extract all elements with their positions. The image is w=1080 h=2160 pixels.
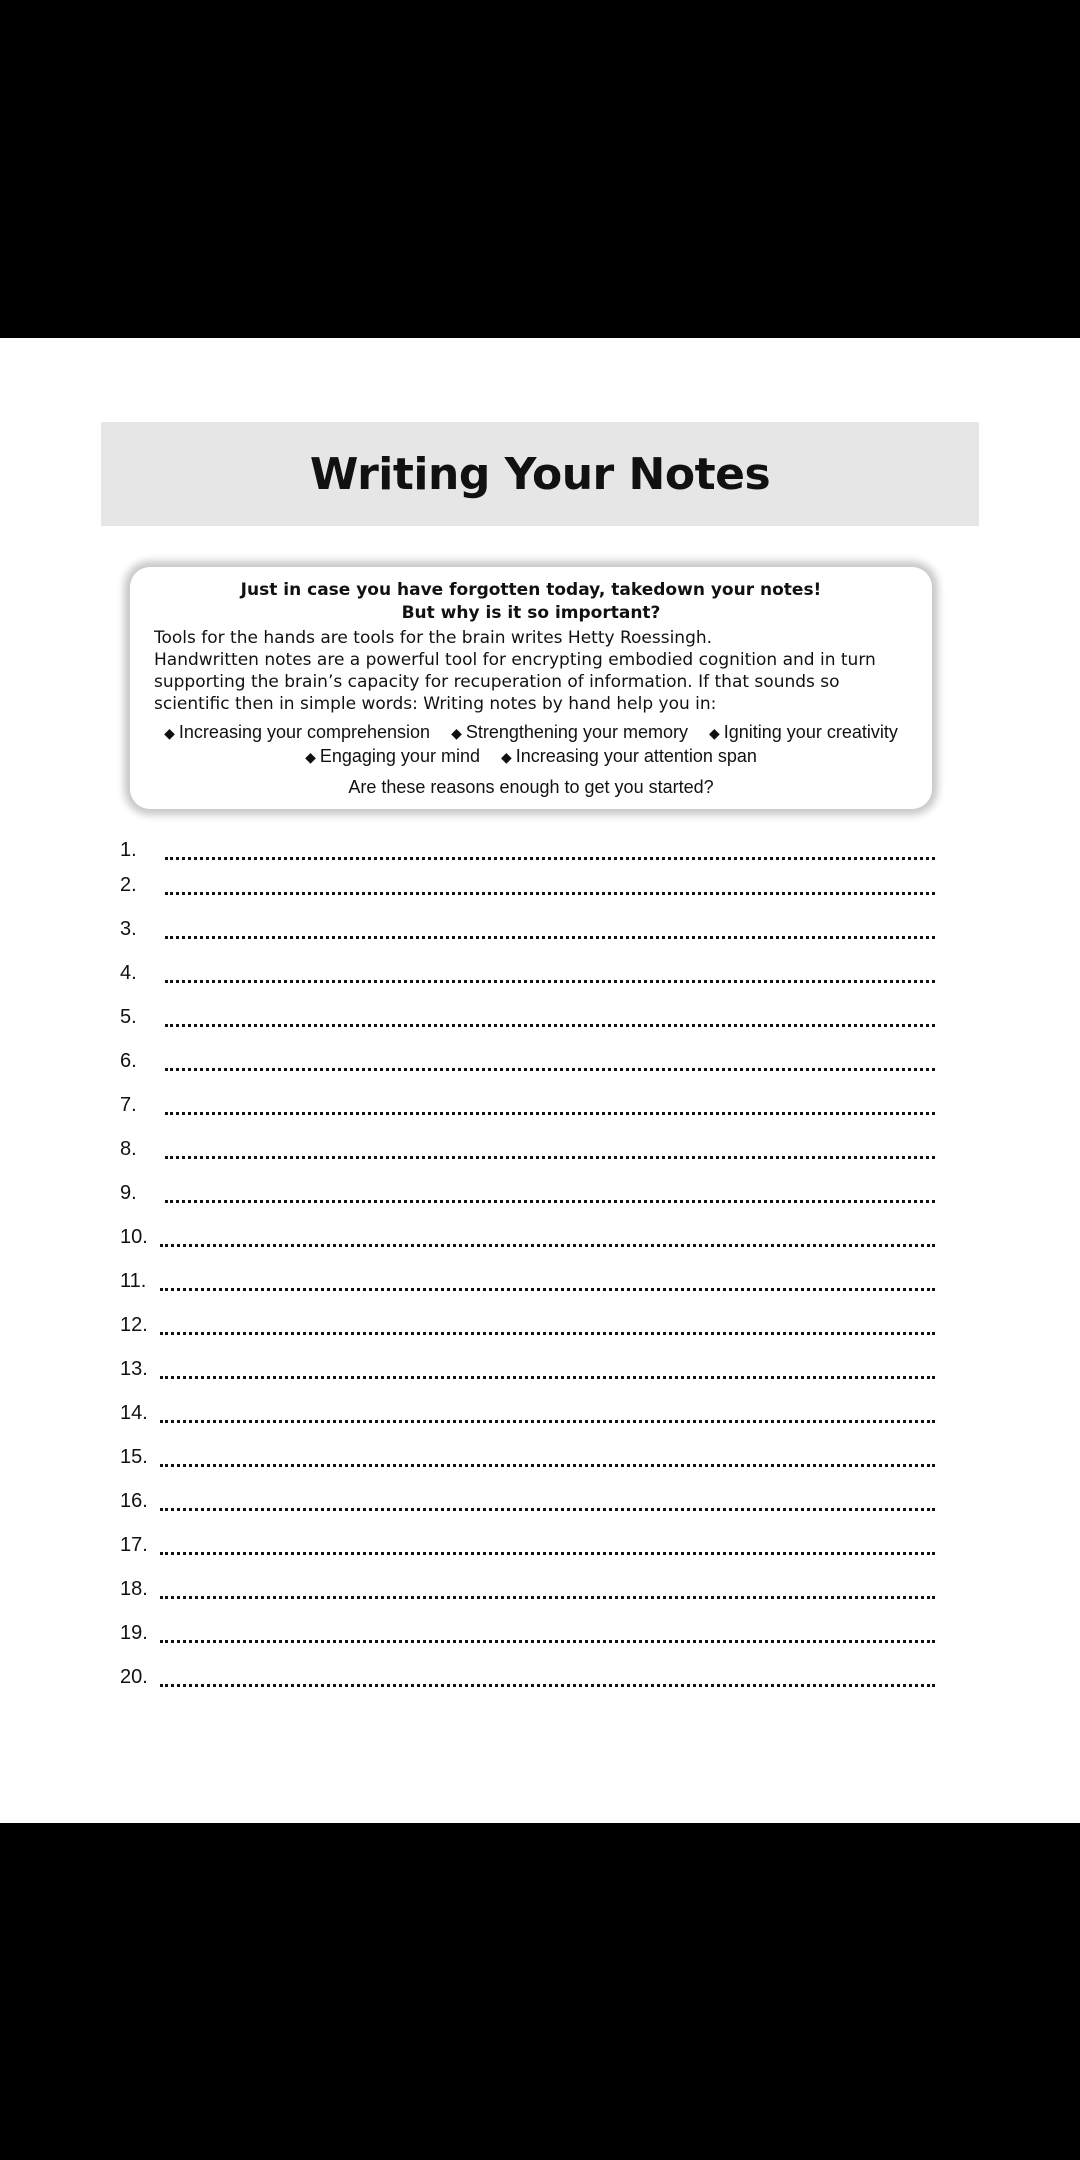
line-number: 3. [120,918,137,940]
note-line-row[interactable] [120,1575,935,1605]
diamond-bullet-icon: ◆ [164,725,175,741]
dotted-writing-line[interactable] [165,1024,935,1027]
line-number: 7. [120,1094,137,1116]
line-number: 11. [120,1270,147,1292]
line-number: 17. [120,1534,148,1556]
note-line-row[interactable] [120,915,935,945]
note-line-row[interactable] [120,959,935,989]
benefit-label: Increasing your comprehension [178,722,431,742]
note-line-row[interactable] [120,1619,935,1649]
benefit-label: Strengthening your memory [465,722,688,742]
note-line-row[interactable] [120,1399,935,1429]
page-title: Writing Your Notes [309,448,771,500]
note-line-row[interactable] [120,1135,935,1165]
line-number: 5. [120,1006,137,1028]
dotted-writing-line[interactable] [160,1552,935,1555]
dotted-writing-line[interactable] [165,980,935,983]
note-line-row[interactable] [120,1355,935,1385]
benefit-label: Igniting your creativity [723,722,898,742]
line-number: 18. [120,1578,148,1600]
dotted-writing-line[interactable] [160,1640,935,1643]
line-number: 16. [120,1490,148,1512]
line-number: 15. [120,1446,148,1468]
dotted-writing-line[interactable] [160,1244,935,1247]
intro-question: Are these reasons enough to get you started? [348,777,714,797]
line-number: 6. [120,1050,137,1072]
benefits-list [154,721,908,769]
diamond-bullet-icon: ◆ [500,749,512,765]
line-number: 8. [120,1138,137,1160]
diamond-bullet-icon: ◆ [451,725,462,741]
note-line-row[interactable] [120,1311,935,1341]
note-line-row[interactable] [120,1091,935,1121]
benefit-item [709,721,898,745]
diamond-bullet-icon: ◆ [305,749,316,765]
line-number: 10. [120,1226,148,1248]
note-line-row[interactable] [120,1223,935,1253]
dotted-writing-line[interactable] [160,1596,935,1599]
dotted-writing-line[interactable] [165,1068,935,1071]
note-line-row[interactable] [120,1663,935,1693]
line-number: 13. [120,1358,148,1380]
note-line-row[interactable] [120,836,935,866]
dotted-writing-line[interactable] [160,1332,935,1335]
dotted-writing-line[interactable] [160,1376,935,1379]
benefit-item [501,745,757,769]
intro-paragraph-line-2: Handwritten notes are a powerful tool for encrypting embodied cognition and in turn supporting the brain’s capacity for recuperation of information. If that sounds so scientific then in simple words: Writing notes by hand help you in: [154,650,876,714]
dotted-writing-line[interactable] [165,892,935,895]
intro-paragraph-line-1: Tools for the hands are tools for the brain writes Hetty Roessingh. [154,628,713,648]
dotted-writing-line[interactable] [165,1156,935,1159]
dotted-writing-line[interactable] [160,1508,935,1511]
intro-heading-line-2: But why is it so important? [401,603,661,623]
diamond-bullet-icon: ◆ [708,725,720,741]
dotted-writing-line[interactable] [160,1464,935,1467]
line-number: 20. [120,1666,148,1688]
note-line-row[interactable] [120,1531,935,1561]
note-line-row[interactable] [120,1003,935,1033]
dotted-writing-line[interactable] [165,936,935,939]
line-number: 9. [120,1182,137,1204]
benefit-label: Engaging your mind [319,746,480,766]
intro-card [130,567,932,809]
dotted-writing-line[interactable] [160,1420,935,1423]
benefit-item [451,721,688,745]
dotted-writing-line[interactable] [160,1684,935,1687]
note-line-row[interactable] [120,1443,935,1473]
benefit-item [305,745,480,769]
note-line-row[interactable] [120,1487,935,1517]
line-number: 2. [120,874,137,896]
dotted-writing-line[interactable] [165,1200,935,1203]
title-banner [101,422,979,526]
benefit-item [164,721,430,745]
note-line-row[interactable] [120,871,935,901]
line-number: 14. [120,1402,148,1424]
benefit-label: Increasing your attention span [515,746,757,766]
note-line-row[interactable] [120,1179,935,1209]
line-number: 12. [120,1314,148,1336]
dotted-writing-line[interactable] [165,1112,935,1115]
intro-paragraph [154,627,908,715]
note-line-row[interactable] [120,1267,935,1297]
dotted-writing-line[interactable] [160,1288,935,1291]
intro-heading-line-1: Just in case you have forgotten today, takedown your notes! [240,580,822,600]
dotted-writing-line[interactable] [165,857,935,860]
worksheet-page [0,338,1080,1823]
line-number: 19. [120,1622,148,1644]
line-number: 1. [120,839,137,861]
line-number: 4. [120,962,137,984]
note-line-row[interactable] [120,1047,935,1077]
